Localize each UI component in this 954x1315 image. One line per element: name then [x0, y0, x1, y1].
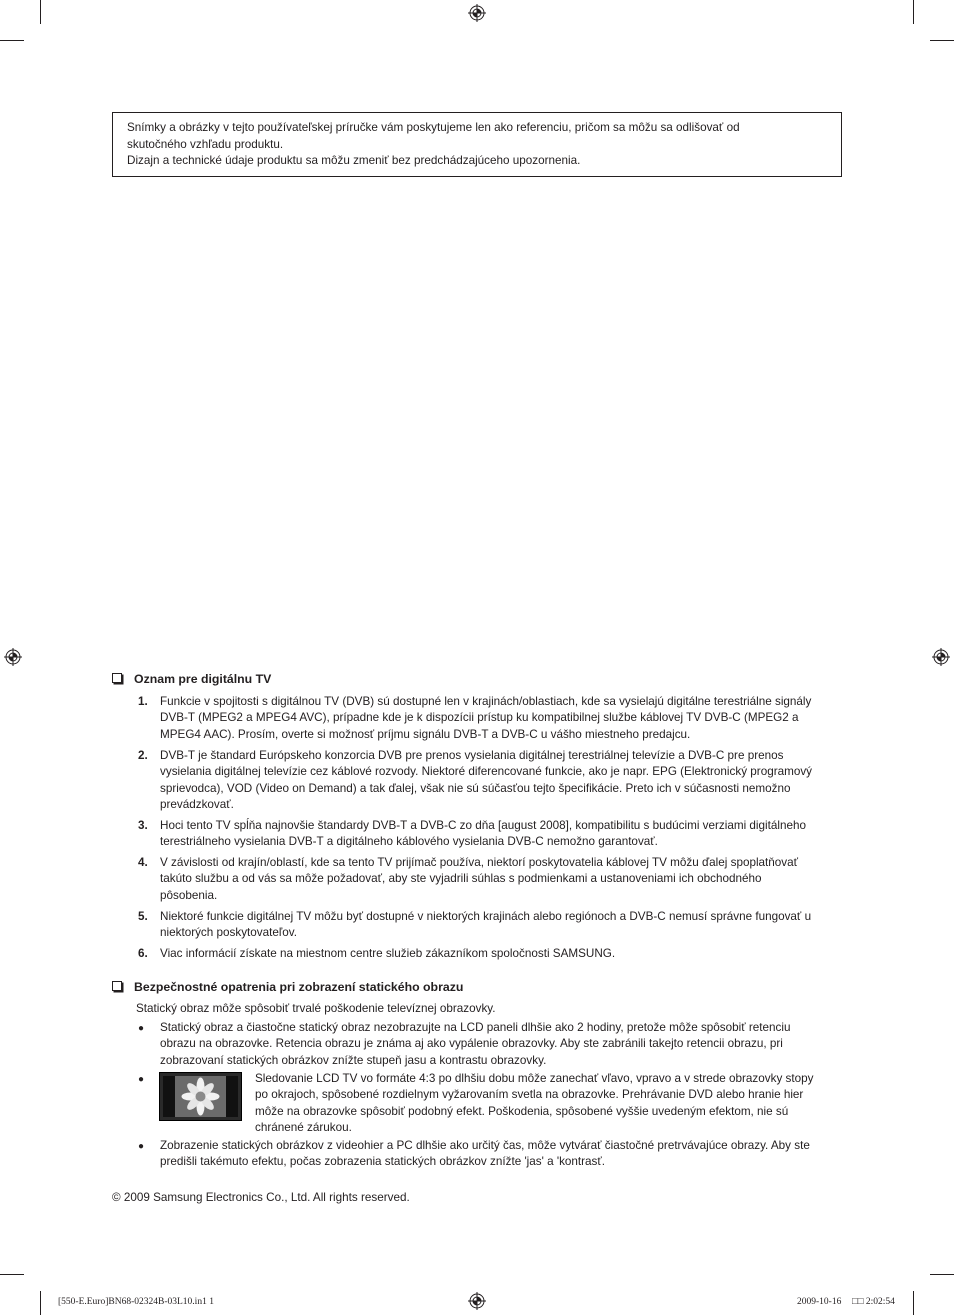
checkbox-bullet-icon — [112, 673, 122, 683]
crop-mark — [930, 40, 954, 41]
item-text: DVB-T je štandard Európskeho konzorcia DVB pre prenos vysielania digitálnej terestriálnej televízie a DVB-C pre prenos vysielania digitálnej televízie cez káblové rozvody. Niektoré diferencované funkcie, ako je napr. EPG (Elektronický programový sprievodca), VOD (Video on Demand) a tak ďalej, však nie sú súčasťou tejto špecifikácie. Preto ich v súčasnosti nemožno prevádzkovať. — [160, 749, 813, 811]
item-number: 5. — [138, 910, 148, 923]
disclaimer-line: skutočného vzhľadu produktu. — [127, 137, 284, 151]
disclaimer-line: Dizajn a technické údaje produktu sa môžu zmeniť bez predchádzajúceho upozornenia. — [127, 154, 581, 167]
crop-mark — [913, 1291, 914, 1315]
registration-mark-icon — [468, 1292, 486, 1310]
item-number: 1. — [138, 695, 148, 708]
item-number: 6. — [138, 947, 148, 960]
crop-mark — [40, 0, 41, 24]
bullet-text: Statický obraz a čiastočne statický obraz nezobrazujte na LCD paneli dlhšie ako 2 hodiny, pretože môže spôsobiť retenciu obrazu na obrazovke. Retencia obrazu je známa aj ako vypálenie obrazovky. Aby ste zabránili takejto retencii obrazu, pri zobrazovaní statických obrázkov znížte stupeň jasu a kontrastu obrazovky. — [160, 1021, 791, 1067]
registration-mark-icon — [932, 648, 950, 666]
disclaimer-line: Snímky a obrázky v tejto používateľskej príručke vám poskytujeme len ako referenciu, pričom sa môžu sa odlišovať od — [127, 121, 740, 134]
print-date: 2009-10-16 — [797, 1297, 842, 1307]
item-text: Funkcie v spojitosti s digitálnou TV (DVB) sú dostupné len v krajinách/oblastiach, kde sa vysielajú digitálne terestriálne signály DVB-T (MPEG2 a MPEG4 AVC), prípadne kde je k dispozícii prístup ku kompatibilnej službe káblovej TV DVB-C (MPEG2 a MPEG4 AAC). Prosím, overte si možnosť príjmu signálu DVB-T a DVB-C u vášho miestneho predajcu. — [160, 695, 812, 741]
item-number: 2. — [138, 749, 148, 762]
copyright: © 2009 Samsung Electronics Co., Ltd. All rights reserved. — [112, 1191, 410, 1204]
item-number: 3. — [138, 819, 148, 832]
checkbox-bullet-icon — [112, 981, 122, 991]
bullet-dot-icon: ● — [138, 1074, 145, 1085]
item-text: Hoci tento TV spĺňa najnovšie štandardy DVB-T a DVB-C zo dňa [august 2008], kompatibilitu s budúcimi verziami digitálneho terestriálneho vysielania DVB-T a digitálneho káblového vysielania DVB-C nemožno garantovať. — [160, 819, 806, 849]
crop-mark — [913, 0, 914, 24]
disclaimer-box — [112, 112, 842, 177]
print-time: □□ 2:02:54 — [852, 1297, 895, 1307]
bullet-dot-icon: ● — [138, 1023, 145, 1034]
item-number: 4. — [138, 856, 148, 869]
crop-mark — [40, 1291, 41, 1315]
section-title-digital-tv: Oznam pre digitálnu TV — [112, 671, 271, 687]
section-title-static-image: Bezpečnostné opatrenia pri zobrazení statického obrazu — [112, 979, 463, 995]
registration-mark-icon — [468, 4, 486, 22]
print-file-name: [550-E.Euro]BN68-02324B-03L10.in1 1 — [58, 1297, 214, 1307]
item-text: Viac informácií získate na miestnom centre služieb zákazníkom spoločnosti SAMSUNG. — [160, 947, 616, 960]
bullet-text: Sledovanie LCD TV vo formáte 4:3 po dlhšiu dobu môže zanechať vľavo, vpravo a v strede obrazovky stopy po okrajoch, spôsobené rozdielnym vyžarovaním svetla na obrazovke. Prehrávanie DVD alebo hranie hier môže na obrazovke spôsobiť podobný efekt. Poškodenia, spôsobené vyššie uvedeným efektom, nie sú chránené zárukou. — [255, 1072, 814, 1134]
crop-mark — [0, 40, 24, 41]
bullet-text: Zobrazenie statických obrázkov z videohier a PC dlhšie ako určitý čas, môže vytvárať čiastočné pretrvávajúce obrazy. Aby ste predišli takémuto efektu, počas zobrazenia statických obrázkov znížte 'jas' a 'kontrasť. — [160, 1139, 810, 1169]
item-text: V závislosti od krajín/oblastí, kde sa tento TV prijímač používa, niektorí poskytovatelia káblovej TV môžu ďalej spoplatňovať takúto službu a od vás sa môže požadovať, aby ste vyjadrili súhlas s podmienkami a ustanoveniami ich obchodného pôsobenia. — [160, 856, 799, 902]
tv-flower-illustration — [159, 1072, 242, 1121]
crop-mark — [0, 1274, 24, 1275]
item-text: Niektoré funkcie digitálnej TV môžu byť dostupné v niektorých krajinách alebo regiónoch a DVB-C nemusí správne fungovať u niektorých poskytovateľov. — [160, 910, 812, 940]
registration-mark-icon — [4, 648, 22, 666]
crop-mark — [930, 1274, 954, 1275]
bullet-dot-icon: ● — [138, 1141, 145, 1152]
section-intro: Statický obraz môže spôsobiť trvalé poškodenie televíznej obrazovky. — [136, 1002, 496, 1015]
